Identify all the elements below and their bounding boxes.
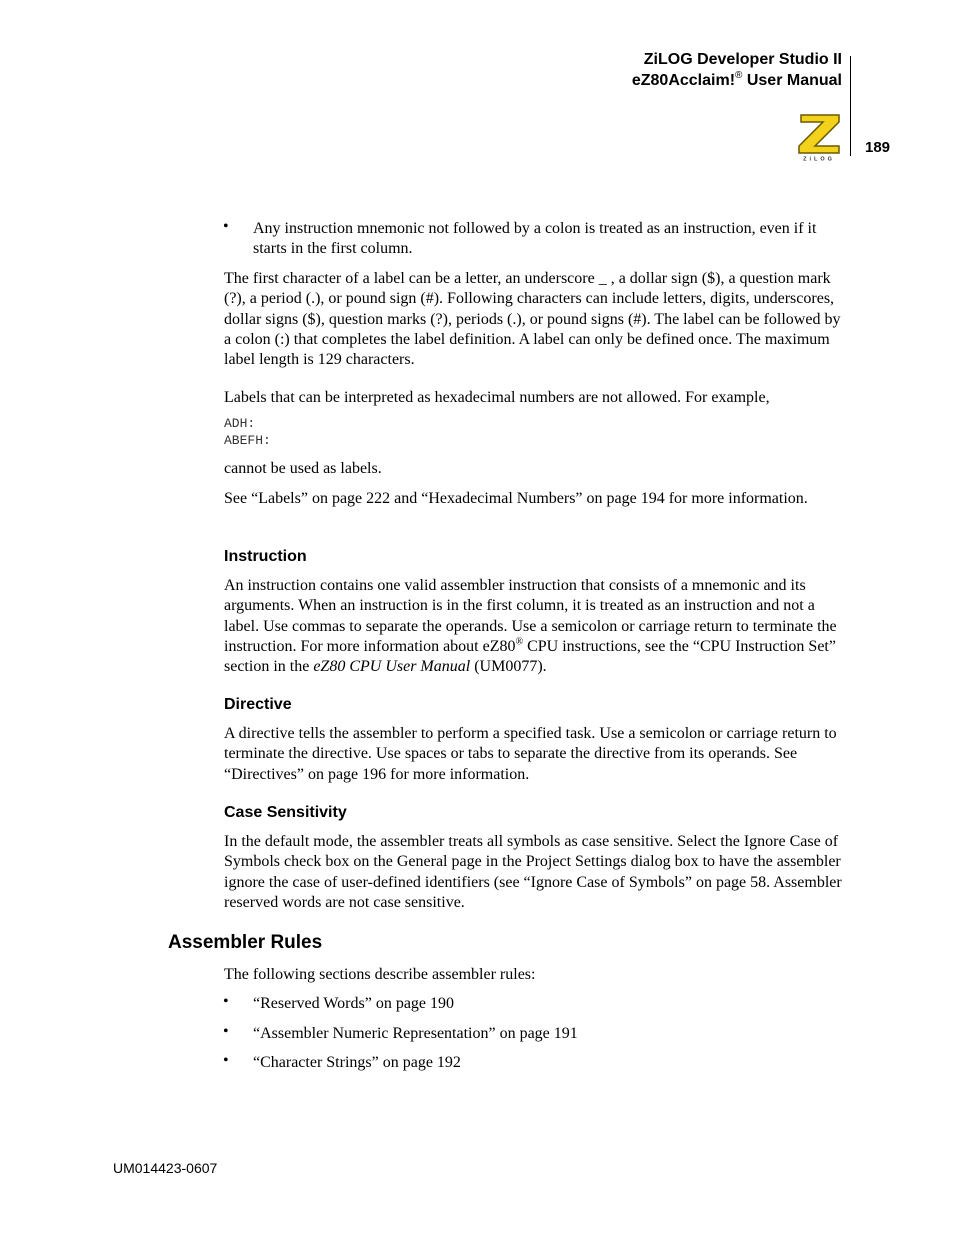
- manual-title: eZ80 CPU User Manual: [313, 658, 471, 676]
- list-item: Any instruction mnemonic not followed by a colon is treated as an instruction, even if it starts in the first column.: [253, 220, 817, 258]
- directive-heading: Directive: [224, 696, 292, 713]
- header-rule: [850, 56, 851, 156]
- instruction-paragraph: An instruction contains one valid assembler instruction that consists of a mnemonic and its arguments. When an instruction is in the first column, it is treated as an instruction and not a label. Use commas to separate the operands. Use a semicolon or carriage return to terminate the instruction. For more information about eZ80® CPU instructions, see the “CPU Instruction Set” section in the eZ80 CPU User Manual (UM0077).: [224, 577, 837, 676]
- list-item[interactable]: “Reserved Words” on page 190: [253, 995, 455, 1012]
- instruction-heading: Instruction: [224, 548, 307, 565]
- registered-mark: ®: [735, 69, 743, 81]
- cannot-paragraph: cannot be used as labels.: [224, 460, 382, 477]
- document-id: UM014423-0607: [113, 1160, 218, 1176]
- assembler-rules-intro: The following sections describe assembler rules:: [224, 966, 536, 983]
- list-item[interactable]: “Character Strings” on page 192: [253, 1054, 461, 1071]
- bullet-icon: •: [223, 1023, 229, 1040]
- bullet-icon: •: [223, 218, 229, 235]
- svg-text:ZiLOG: ZiLOG: [803, 156, 835, 162]
- bullet-icon: •: [223, 1052, 229, 1069]
- case-sensitivity-heading: Case Sensitivity: [224, 804, 347, 821]
- zilog-logo: [795, 112, 843, 162]
- registered-mark: ®: [515, 636, 524, 648]
- code-line: ABEFH:: [224, 433, 271, 448]
- see-also-paragraph: See “Labels” on page 222 and “Hexadecimal Numbers” on page 194 for more information.: [224, 490, 808, 507]
- list-item[interactable]: “Assembler Numeric Representation” on page 191: [253, 1025, 578, 1042]
- header-title: ZiLOG Developer Studio II: [643, 51, 842, 68]
- assembler-rules-heading: Assembler Rules: [168, 932, 323, 953]
- bullet-icon: •: [223, 993, 229, 1010]
- label-rules-paragraph: The first character of a label can be a letter, an underscore _ , a dollar sign ($), a question mark (?), a period (.), or pound sign (#). Following characters can include letters, digits, underscores, dollar signs ($), question marks (?), periods (.), or pound signs (#). The label can be followed by a colon (:) that completes the label definition. A label can only be defined once. The maximum label length is 129 characters.: [224, 270, 841, 369]
- case-sensitivity-paragraph: In the default mode, the assembler treats all symbols as case sensitive. Select the Ignore Case of Symbols check box on the General page in the Project Settings dialog box to have the assembler ignore the case of user-defined identifiers (see “Ignore Case of Symbols” on page 58. Assembler reserved words are not case sensitive.: [224, 833, 842, 911]
- hex-labels-paragraph: Labels that can be interpreted as hexadecimal numbers are not allowed. For example,: [224, 389, 770, 406]
- code-line: ADH:: [224, 416, 256, 431]
- directive-paragraph: A directive tells the assembler to perform a specified task. Use a semicolon or carriage return to terminate the directive. Use spaces or tabs to separate the directive from its operands. See “Directives” on page 196 for more information.: [224, 725, 837, 783]
- header-subtitle: eZ80Acclaim!® User Manual: [631, 69, 842, 89]
- page-number: 189: [865, 139, 891, 156]
